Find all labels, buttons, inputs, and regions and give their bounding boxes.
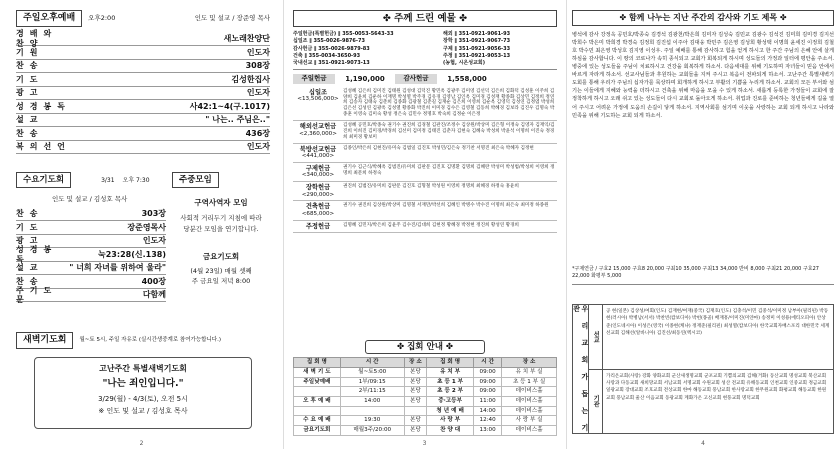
offering-label-block	[293, 89, 343, 118]
sunday-afternoon-order	[16, 29, 270, 155]
meeting-cell	[294, 406, 341, 416]
offering-row	[293, 163, 557, 182]
order-item-value: " 너희 자녀를 위하여 울라"	[69, 263, 166, 273]
sunday-afternoon-time: 오후2:00	[88, 13, 116, 22]
offering-label-block	[293, 146, 343, 160]
order-row	[16, 208, 166, 222]
page-number: 2	[139, 439, 144, 447]
offering-amount: <340,000>	[301, 172, 335, 179]
special-dawn-title: 고난주간 특별새벽기도회	[99, 363, 187, 373]
weekly-meetings-title: 주중모임	[172, 172, 219, 188]
meeting-cell: 수 요 예 배	[294, 416, 341, 426]
meetings-header-cell: 장 소	[404, 358, 427, 368]
meeting-cell: 매월3주/20:00	[340, 426, 404, 436]
meetings-header-cell: 시 간	[340, 358, 404, 368]
bulletin-page-3	[283, 0, 566, 449]
offering-amount: <290,000>	[301, 191, 335, 198]
offering-name: 건축헌금	[305, 203, 331, 211]
offering-donors: 권기수 김근식/박혜옥 김범진/유미희 김판문 김진호 김명환 김명희 김혜란 박성미 박성범/박성희 이영희 정명희 최문희 하정숙	[343, 164, 555, 176]
bank-accounts	[293, 31, 557, 69]
meeting-cell: 본당	[404, 416, 427, 426]
meeting-row	[294, 416, 557, 426]
offering-label-block	[293, 184, 343, 198]
offering-row	[293, 201, 557, 220]
prayer-title: ✤ 함께 나누는 지난 주간의 감사와 기도 제목 ✤	[619, 13, 787, 22]
order-item-label: 경배와 찬양	[16, 29, 58, 49]
page-number: 4	[701, 439, 705, 447]
order-item-value: 새노래찬양단	[223, 34, 270, 44]
order-item-value: 400장	[141, 276, 166, 286]
meetings-table	[293, 357, 557, 436]
supported-org-group-text: 공 현(일본) 김상성/여회(인도) 김재현/여재(중국) 김재호(인도) 김충석/이민 김중석/이미정 남부아(필리핀) 박동현(러시아) 박병남(서서) 박찬빈(캄보디아) 박헌(몽골) 배재흥/이미진(미얀마) 송정미 이성용(에티오피아) 안상준(인도네시아) 이성은(영국) 이종현(케냐) 정재준(필리핀) 최성열(캄보디아) 한국교회자배스포리 대한민국 세계선교회 김해선(알바니아) 김진선/최동연(멕시코)	[606, 309, 830, 337]
order-item-label: 찬송	[16, 61, 44, 71]
order-row	[16, 221, 166, 235]
order-item-label: 복의선언	[16, 142, 71, 152]
order-item-label: 찬송	[16, 128, 44, 138]
relief-offering-list: *구제연금 / 구효2 15,000 구효8 20,000 구최10 35,000 구최13 34,000 반비 8,000 구최21 20,000 구효27 22,000 화평부 5,000	[572, 266, 834, 285]
meeting-cell: 초 등 2 부	[427, 387, 474, 397]
meeting-cell: 14:00	[340, 397, 404, 407]
order-item-label: 성경봉독	[16, 245, 58, 264]
meetings-header-cell: 집 회 명	[427, 358, 474, 368]
offerings-title: ✤ 주께 드린 예물 ✤	[382, 13, 468, 24]
meeting-cell: 금요기도회	[294, 426, 341, 436]
order-row	[16, 46, 270, 60]
wednesday-leader: 인도 및 설교 / 김성호 목사	[52, 195, 128, 204]
offering-donors: 권진희 김범진/유미희 김판문 김진호 김형철 박성원 이영희 정명희 최혜경 하정숙 홍윤희	[343, 184, 519, 190]
offering-label-block	[293, 223, 343, 231]
offering-donors: 김성혜 공민호/박종숙 권기수 권진희 김경철 김관진/조정수 김상원/박상미 김은형 이정숙 김영자 김재익/김진희 이희진 김미경/박경희 김선미 김미정 김태진 김춘자 김현숙 김혜숙 박성희 박윤석 이명희 이진숙 정경희 최미경 황보미	[343, 123, 555, 140]
order-item-label: 설교	[16, 115, 44, 125]
meeting-cell: 데이비스홀	[502, 426, 557, 436]
order-row	[16, 87, 270, 101]
wednesday-order	[16, 208, 166, 303]
meeting-cell	[404, 406, 427, 416]
page-number: 3	[422, 439, 427, 447]
offering-label-block	[293, 203, 343, 217]
offering-amount: <441,000>	[301, 153, 335, 160]
order-item-value: 인도자	[246, 47, 270, 57]
order-item-value: 사42:1~4(구.1017)	[189, 101, 270, 111]
bank-accounts-left	[293, 31, 443, 66]
meeting-cell: 13:00	[474, 426, 502, 436]
offering-row	[293, 182, 557, 201]
meeting-cell: 12:40	[474, 416, 502, 426]
meeting-cell: 11:00	[474, 397, 502, 407]
offering-donors: 권기수 권진희 김상원/박상미 김명철 서재만/박선희 김혜인 박병수 박수진 이명희 최은숙 최미정 하종원	[343, 203, 549, 209]
offering-donors: 김명혜 김민지/박은희 김윤주 김수진/김대희 김현정 황혜경 박정현 정진희 황성연 황경희	[343, 222, 519, 228]
dawn-prayer-info: 월~토 5시, 주일 자유로 (실시간생중계로 참여가능합니다.)	[79, 337, 222, 344]
order-row	[16, 29, 270, 49]
supported-org-group	[589, 370, 833, 434]
meeting-cell: 유 치 부 실	[502, 367, 557, 377]
bank-account-line: 국내선교 ∥ 351-0921-9073-13	[293, 59, 370, 66]
meeting-cell: 오 후 예 배	[294, 397, 341, 407]
meeting-cell: 2부/11:15	[340, 387, 404, 397]
meeting-cell: 사 랑 부	[427, 416, 474, 426]
supported-org-group-label: 기관	[589, 370, 603, 434]
thanks-offering-label: 감사헌금	[395, 74, 437, 84]
meeting-cell: 본당	[404, 377, 427, 387]
special-dawn-date: 3/29(월) - 4/3(토), 오전 5시	[98, 394, 188, 403]
meeting-cell: 데이비스홀	[502, 406, 557, 416]
order-item-value: 인도자	[142, 236, 166, 246]
supported-orgs-box	[572, 304, 834, 434]
order-row	[16, 114, 270, 128]
meeting-cell: 유 치 부	[427, 367, 474, 377]
meeting-cell: 09:00	[474, 377, 502, 387]
thanks-offering-amount: 1,558,000	[447, 74, 487, 83]
offering-list	[293, 87, 557, 234]
supported-orgs-label: 우 리 교 회 가 돕 는 기 관	[572, 305, 589, 432]
offering-name: 구제헌금	[305, 164, 331, 172]
bank-account-line: 주일헌금(특별헌금) ∥ 355-0053-5643-33	[293, 31, 394, 38]
supported-org-group	[589, 305, 833, 370]
order-item-value: 303장	[141, 209, 166, 219]
offering-amount: <13,506,000>	[297, 96, 339, 103]
meeting-cell: 월~토5:00	[340, 367, 404, 377]
order-item-label: 찬송	[16, 209, 44, 219]
bank-accounts-right	[443, 31, 557, 66]
offering-name: 해외선교헌금	[299, 123, 337, 131]
meeting-row	[294, 426, 557, 436]
offering-name: 십일조	[308, 88, 328, 96]
wednesday-time: 오후 7:30	[122, 176, 150, 184]
order-row	[16, 245, 166, 264]
order-row	[16, 141, 270, 155]
offering-donors: 김종인/박은희 김현진/유미숙 김범일 김진호 박성민/김은숙 정기찬 서명진 최은숙 박혜자 김정현	[343, 145, 534, 151]
offering-label-block	[293, 123, 343, 141]
meeting-cell: 중·고등부	[427, 397, 474, 407]
meeting-cell: 데이비스홀	[502, 387, 557, 397]
order-item-value: 눅23:28(신.138)	[98, 249, 166, 259]
order-row	[16, 127, 270, 141]
special-dawn-box	[34, 357, 252, 429]
order-item-label: 찬송	[16, 276, 44, 286]
meeting-cell: 09:00	[474, 367, 502, 377]
meeting-cell: 주일낮예배	[294, 377, 341, 387]
prayer-body: 병석에 감사 강정옥 공민호/박종숙 김경석 김광천/박은희 김미자 김성숙 김민교 김광수 김석진 김미희 김미경 김지선 박희수 박은미 박희경 박경숙 김정희 김진섭 이주아 김대웅 박민주 김은영 김성희 황성택 이명희 윤세진 이정희 김철호 박수민 최은영 박성호 김지영 이성우. 주일 예배를 통해 감사하고 힘을 얻게 하시고 한 주간 주님의 은혜 안에 살게 하심을 감사합니다. 이 땅의 코로나가 속히 종식되고 교회가 회복되게 하시며 성도들의 가정과 일터에 평안을 주소서. 병중에 있는 성도들을 주님이 치료하시고 건강을 회복하게 하소서. 다음세대를 위해 기도하며 자녀들이 믿음 안에서 바르게 자라게 하소서. 선교사님들과 후원하는 교회들을 지켜 주시고 복음이 전파되게 하소서. 고난주간 특별새벽기도회를 통해 우리가 주님의 십자가를 묵상하며 회개하게 하시고 부활의 기쁨을 누리게 하소서. 교회의 모든 부서와 섬기는 이들에게 지혜와 능력을 더하시고 건축을 위해 마음을 모을 수 있게 하소서. 새롭게 등록한 가정들이 교회에 잘 정착하게 하시고 오래 쉬고 있는 성도들이 다시 교회로 돌아오게 하소서. 취업과 진로를 준비하는 청년들에게 길을 열어 주시고 어려운 가정에 도움의 손길이 닿게 하소서. 지역사회를 섬기며 이웃을 사랑하는 교회 되게 하시고 나라와 민족을 위해 기도하는 교회 되게 하소서.	[572, 31, 834, 119]
meetings-header-row	[294, 358, 557, 368]
sunday-offering-label: 주일헌금	[293, 74, 335, 84]
order-item-value: 다함께	[142, 290, 166, 300]
meetings-header-cell: 집 회 명	[294, 358, 341, 368]
meeting-cell: 청 년 예 배	[427, 406, 474, 416]
special-dawn-theme: "나는 죄인입니다."	[102, 378, 184, 390]
meeting-cell: 14:00	[474, 406, 502, 416]
offering-amount: <685,000>	[301, 210, 335, 217]
prayer-title-box	[572, 10, 834, 26]
offering-name: 장학헌금	[305, 184, 331, 192]
meetings-header-cell: 장 소	[502, 358, 557, 368]
meeting-row	[294, 387, 557, 397]
order-row	[16, 262, 166, 276]
bulletin-page-4	[566, 0, 840, 449]
order-item-value: " 나는.. 주님은.."	[205, 115, 270, 125]
order-item-value: 김성한집사	[231, 74, 270, 84]
meeting-cell: 찬 양 대	[427, 426, 474, 436]
meeting-cell	[340, 406, 404, 416]
offering-row	[293, 87, 557, 121]
meeting-cell: 09:00	[474, 387, 502, 397]
meetings-header-cell: 시 간	[474, 358, 502, 368]
bank-account-line: 장학 ∥ 351-0921-9067-73	[443, 38, 511, 45]
offering-name: 주정헌금	[305, 222, 331, 230]
supported-orgs-groups	[589, 305, 833, 433]
bank-account-line: 감사헌금 ∥ 355-0026-9879-83	[293, 45, 370, 52]
order-item-label: 기원	[16, 47, 44, 57]
order-item-value: 308장	[245, 61, 270, 71]
meeting-cell: 1부/09:15	[340, 377, 404, 387]
bank-account-line: 해외 ∥ 351-0921-9061-93	[443, 31, 511, 38]
bank-account-line: 주정 ∥ 351-0921-9053-13	[443, 52, 511, 59]
meeting-cell: 19:30	[340, 416, 404, 426]
order-item-label: 광고	[16, 236, 44, 246]
meeting-cell: 새 벽 기 도	[294, 367, 341, 377]
meeting-row	[294, 397, 557, 407]
sunday-offering-amount: 1,190,000	[345, 74, 385, 83]
offering-totals	[293, 74, 557, 84]
cell-leaders-title: 구역사역자 모임	[194, 198, 248, 208]
meetings-title: ✤ 집회 안내 ✤	[397, 342, 453, 352]
meeting-cell: 본당	[404, 367, 427, 377]
offering-amount: <2,360,000>	[299, 130, 337, 137]
meeting-cell: 본당	[404, 397, 427, 407]
order-item-label: 광고	[16, 88, 44, 98]
dawn-prayer-title: 새벽기도회	[16, 332, 73, 349]
order-row	[16, 285, 166, 305]
order-item-label: 기도	[16, 222, 44, 232]
offering-donors: 김성혜 김은희 김미진 김태원 김성대 김덕진 황민옥 김광주 김미영 김선덕 김은희 김화덕 김성훈 이주희 김양희 김윤희 김운하 이재명 박성열 박주경 김유경 김영남 김인옥 김미경 김성재 황종화 김상민 김정희 정연희 김송자 김태숙 김춘희 김종화 김광철 김춘길 김재순 김은희 이영희 김순옥 김영덕 김성연 김정엽 박성희 김은선 김성연 김광옥 김성열 황종화 박진희 이미경 김수은 김영철 김동희 박혜경 김보라 김진우 김명숙 박종훈 이영숙 김미숙 황성 정은숙 김민수 정명호 박숙희 김정순 이은정	[343, 88, 555, 118]
meetings-title-box	[365, 340, 485, 354]
friday-prayer-title: 금요기도회	[202, 251, 240, 261]
order-item-label: 성경봉독	[16, 101, 71, 111]
friday-prayer-text: (4월 23일) 매월 셋째주 금요일 저녁 8:00	[190, 266, 252, 286]
supported-org-group-text: 가리온교회(사랑) 강화 양화교회 군산새생명교회 군포교회 기쁨의교회 김해(거화) 동산교회 명성교회 북산교회 사랑과 다동교회 새희망교회 서남교회 서명교회 수원교회 성산 전교회 유해동교회 인천교회 인중교회 정금교회 일광교회 장대교회 조호교회 전상교회 한마 해동교회 풍남교회 한사랑교회 한무원교회 화평교회 해동교회 한원교회 풍남교회 울산 이음교회 동광교회 계화가온 고신교회 현풍교회 명덕교회	[606, 373, 827, 401]
offering-label-block	[293, 165, 343, 179]
special-dawn-leader: ※ 인도 및 설교 / 김성호 목사	[98, 407, 188, 416]
meeting-cell: 본당	[404, 426, 427, 436]
order-item-label: 주기도문	[16, 285, 58, 305]
order-item-value: 인도자	[246, 142, 270, 152]
offering-name: 북방선교헌금	[299, 145, 337, 153]
meeting-cell: 데이비스홀	[502, 397, 557, 407]
order-item-value: 장준영목사	[127, 222, 166, 232]
order-row	[16, 60, 270, 74]
meeting-row	[294, 406, 557, 416]
bank-account-line: (농협, 시온성교회)	[443, 59, 486, 66]
bank-account-line: 건축 ∥ 355-0034-3650-93	[293, 52, 361, 59]
bank-account-line: 십일조 ∥ 355-0026-9876-73	[293, 38, 365, 45]
wednesday-date: 3/31	[101, 176, 115, 184]
order-item-label: 설교	[16, 263, 44, 273]
wednesday-title: 수요기도회	[16, 172, 71, 188]
sunday-afternoon-title: 주일오후예배	[16, 10, 82, 27]
order-item-value: 436장	[245, 128, 270, 138]
meeting-row	[294, 367, 557, 377]
cell-leaders-text: 사회적 거리두기 지침에 따라 당분간 모임을 연기합니다.	[180, 214, 262, 233]
meeting-cell: 사 랑 부 실	[502, 416, 557, 426]
bulletin-page-2	[0, 0, 283, 449]
order-row	[16, 73, 270, 87]
meeting-row	[294, 377, 557, 387]
bank-account-line: 구제 ∥ 351-0921-9056-33	[443, 45, 511, 52]
sunday-afternoon-leader: 인도 및 설교 / 장준영 목사	[194, 13, 270, 22]
meeting-cell: 본당	[404, 387, 427, 397]
order-item-value: 인도자	[246, 88, 270, 98]
offerings-title-box	[293, 10, 557, 27]
offering-row	[293, 221, 557, 234]
meeting-cell: 초 등 1 부	[427, 377, 474, 387]
order-item-label: 기도	[16, 74, 44, 84]
meeting-cell	[294, 387, 341, 397]
offering-row	[293, 144, 557, 163]
supported-org-group-label: 선교	[589, 305, 603, 369]
offering-row	[293, 121, 557, 144]
meeting-cell: 초 등 1 부 실	[502, 377, 557, 387]
order-row	[16, 100, 270, 114]
